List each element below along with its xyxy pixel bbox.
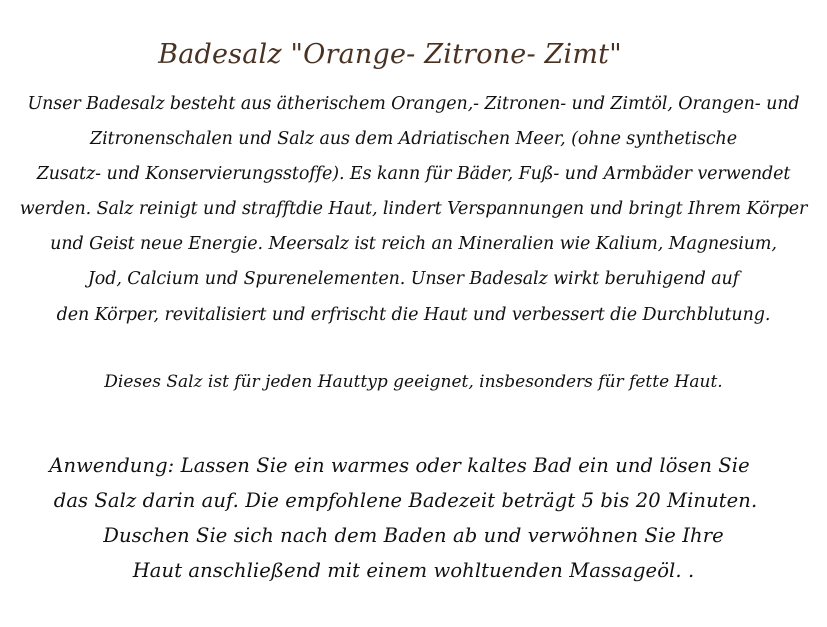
usage-line-2: das Salz darin auf. Die empfohlene Badezeit beträgt 5 bis 20 Minuten.: [53, 489, 758, 512]
usage-line-3: Duschen Sie sich nach dem Baden ab und verwöhnen Sie Ihre: [103, 524, 724, 547]
description-line-4: werden. Salz reinigt und strafftdie Haut, lindert Verspannungen und bringt Ihrem Körper: [19, 199, 808, 219]
description-line-5: und Geist neue Energie. Meersalz ist reich an Mineralien wie Kalium, Magnesium,: [50, 234, 777, 254]
description-line-6: Jod, Calcium und Spurenelementen. Unser Badesalz wirkt beruhigend auf: [87, 269, 740, 289]
usage-line-1: Anwendung: Lassen Sie ein warmes oder kaltes Bad ein und lösen Sie: [49, 454, 750, 477]
description-line-1: Unser Badesalz besteht aus ätherischem Orangen,- Zitronen- und Zimtöl, Orangen- und: [27, 94, 800, 114]
description-line-2: Zitronenschalen und Salz aus dem Adriatischen Meer, (ohne synthetische: [90, 129, 737, 149]
description-line-3: Zusatz- und Konservierungsstoffe). Es kann für Bäder, Fuß- und Armbäder verwendet: [36, 164, 791, 184]
description-line-7: den Körper, revitalisiert und erfrischt die Haut und verbessert die Durchblutung.: [56, 305, 771, 325]
suitability-text: Dieses Salz ist für jeden Hauttyp geeignet, insbesonders für fette Haut.: [104, 372, 723, 392]
usage-line-4: Haut anschließend mit einem wohltuenden Massageöl. .: [132, 559, 695, 582]
product-title: Badesalz "Orange- Zitrone- Zimt": [158, 39, 622, 70]
